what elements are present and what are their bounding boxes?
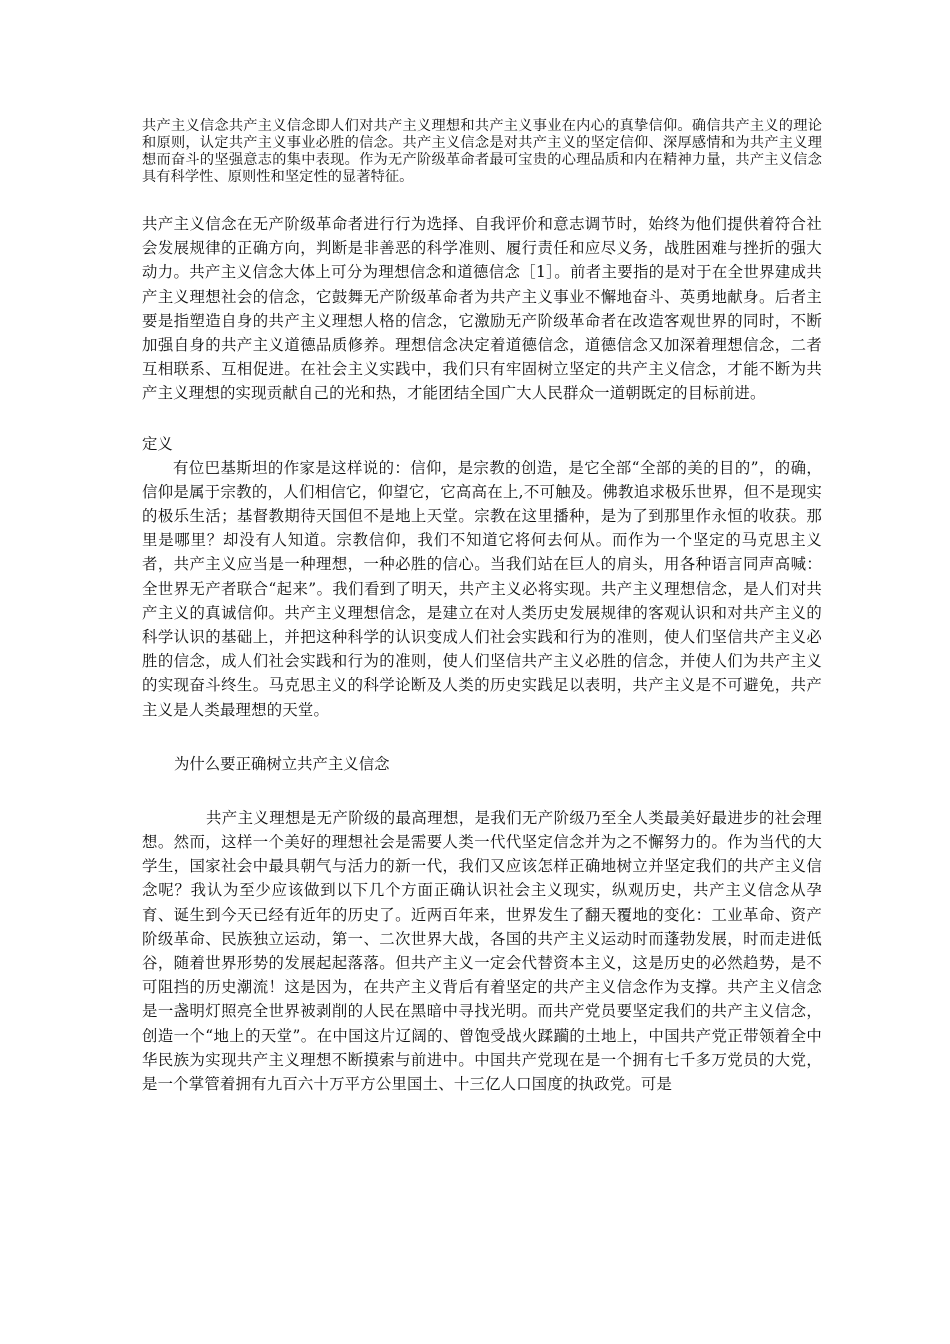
intro-paragraph: 共产主义信念共产主义信念即人们对共产主义理想和共产主义事业在内心的真挚信仰。确信共产主义的理论和原则，认定共产主义事业必胜的信念。共产主义信念是对共产主义的坚定信仰、深厚感情和为共产主义理想而奋斗的坚强意志的集中表现。作为无产阶级革命者最可宝贵的心理品质和内在精神力量，共产主义信念具有科学性、原则性和坚定性的显著特征。	[142, 118, 822, 185]
definition-heading: 定义	[142, 434, 173, 453]
definition-paragraph: 有位巴基斯坦的作家是这样说的：信仰，是宗教的创造，是它全部“全部的美的目的”，的确，信仰是属于宗教的，人们相信它，仰望它，它高高在上,不可触及。佛教追求极乐世界，但不是现实的极乐生活；基督教期待天国但不是地上天堂。宗教在这里播种，是为了到那里作永恒的收获。那里是哪里？却没有人知道。宗教信仰，我们不知道它将何去何从。而作为一个坚定的马克思主义者，共产主义应当是一种理想，一种必胜的信心。当我们站在巨人的肩头，用各种语言同声高喊：全世界无产者联合“起来”。我们看到了明天，共产主义必将实现。共产主义理想信念，是人们对共产主义的真诚信仰。共产主义理想信念，是建立在对人类历史发展规律的客观认识和对共产主义的科学认识的基础上，并把这种科学的认识变成人们社会实践和行为的准则，使人们坚信共产主义必胜的信念，成人们社会实践和行为的准则，使人们坚信共产主义必胜的信念，并使人们为共产主义的实现奋斗终生。马克思主义的科学论断及人类的历史实践足以表明，共产主义是不可避免，共产主义是人类最理想的天堂。	[142, 458, 822, 719]
role-paragraph: 共产主义信念在无产阶级革命者进行行为选择、自我评价和意志调节时，始终为他们提供着符合社会发展规律的正确方向，判断是非善恶的科学准则、履行责任和应尽义务，战胜困难与挫折的强大动力。共产主义信念大体上可分为理想信念和道德信念［1］。前者主要指的是对于在全世界建成共产主义理想社会的信念，它鼓舞无产阶级革命者为共产主义事业不懈地奋斗、英勇地献身。后者主要是指塑造自身的共产主义理想人格的信念，它激励无产阶级革命者在改造客观世界的同时，不断加强自身的共产主义道德品质修养。理想信念决定着道德信念，道德信念又加深着理想信念，二者互相联系、互相促进。在社会主义实践中，我们只有牢固树立坚定的共产主义信念，才能不断为共产主义理想的实现贡献自己的光和热，才能团结全国广大人民群众一道朝既定的目标前进。	[142, 215, 822, 403]
document-page	[142, 118, 822, 1096]
why-paragraph: 共产主义理想是无产阶级的最高理想，是我们无产阶级乃至全人类最美好最进步的社会理想。然而，这样一个美好的理想社会是需要人类一代代坚定信念并为之不懈努力的。作为当代的大学生，国家社会中最具朝气与活力的新一代，我们又应该怎样正确地树立并坚定我们的共产主义信念呢？我认为至少应该做到以下几个方面正确认识社会主义现实，纵观历史，共产主义信念从孕育、诞生到今天已经有近年的历史了。近两百年来，世界发生了翻天覆地的变化：工业革命、资产阶级革命、民族独立运动，第一、二次世界大战，各国的共产主义运动时而蓬勃发展，时而走进低谷，随着世界形势的发展起起落落。但共产主义一定会代替资本主义，这是历史的必然趋势，是不可阻挡的历史潮流！这是因为，在共产主义背后有着坚定的共产主义信念作为支撑。共产主义信念是一盏明灯照亮全世界被剥削的人民在黑暗中寻找光明。而共产党员要坚定我们的共产主义信念，创造一个“地上的天堂”。在中国这片辽阔的、曾饱受战火蹂躏的土地上，中国共产党正带领着全中华民族为实现共产主义理想不断摸索与前进中。中国共产党现在是一个拥有七千多万党员的大党，是一个掌管着拥有九百六十万平方公里国土、十三亿人口国度的执政党。可是	[142, 808, 822, 1094]
why-heading: 为什么要正确树立共产主义信念	[174, 754, 390, 773]
